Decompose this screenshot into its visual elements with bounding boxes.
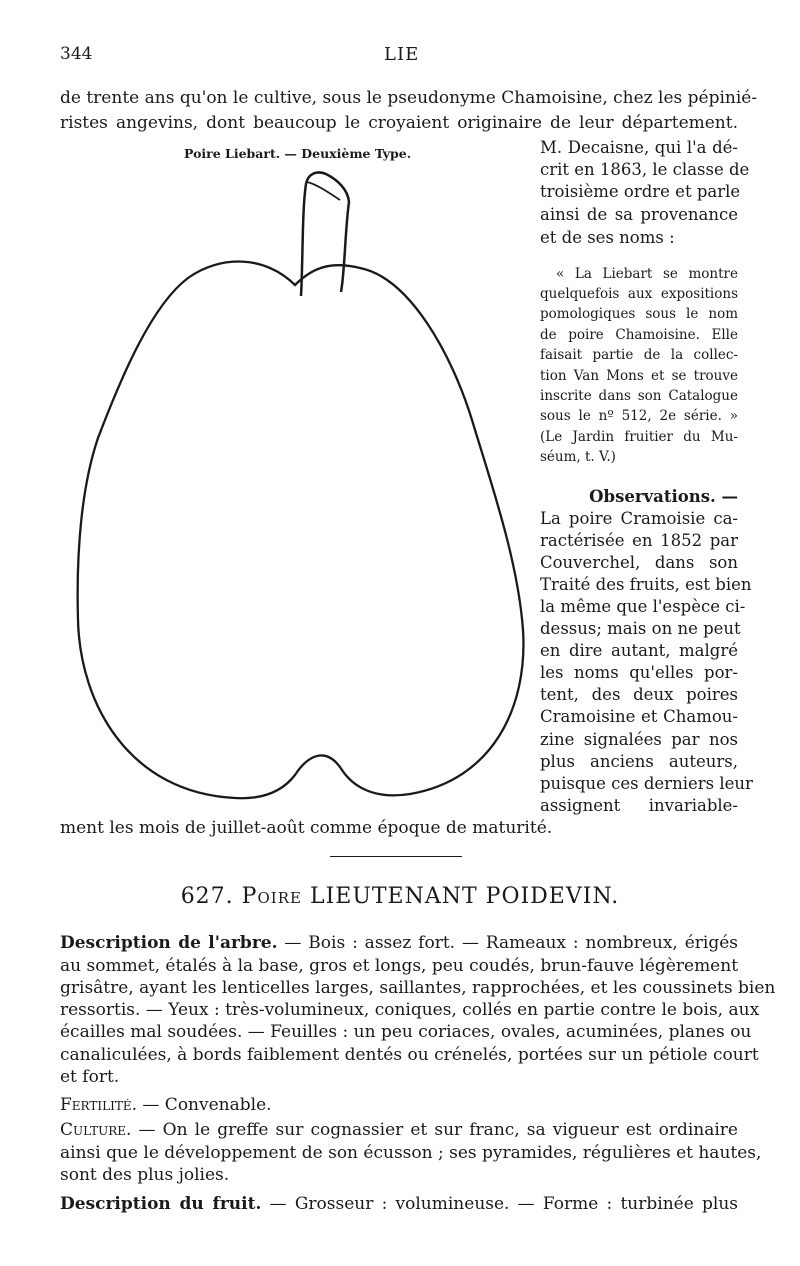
quote-line-7: inscrite dans son Catalogue [540,388,738,404]
observations-line-2: ractérisée en 1852 par [540,531,738,550]
fruit-heading: Description du fruit. [60,1194,262,1214]
fertilite-text: — Convenable. [137,1095,272,1115]
section-number: 627. [180,884,234,909]
culture-line-1 [60,1119,738,1141]
observations-line-4: Traité des fruits, est bien [540,575,752,594]
quote-line-3: pomologiques sous le nom [540,306,738,322]
arbre-line-6: canaliculées, à bords faiblement dentés ou crénelés, portées sur un pétiole court [60,1045,759,1065]
observations-line-7: en dire autant, malgré [540,641,738,660]
arbre-line-3: grisâtre, ayant les lenticelles larges, saillantes, rapprochées, et les coussinets bien [60,978,776,998]
section-prefix: Poire [241,884,302,909]
column-line-4: ainsi de sa provenance [540,205,738,224]
quote-line-6: tion Van Mons et se trouve [540,368,738,384]
fertilite-label: Fertilité. [60,1095,137,1115]
column-line-1: M. Decaisne, qui l'a dé- [540,138,738,157]
pear-outline [78,262,524,799]
column-line-5: et de ses noms : [540,228,675,247]
arbre-line-7: et fort. [60,1067,120,1087]
culture-line-3: sont des plus jolies. [60,1165,230,1185]
quote-line-8: sous le nº 512, 2e série. » [540,408,738,424]
quote-line-10: séum, t. V.) [540,449,616,465]
quote-line-4: de poire Chamoisine. Elle [540,327,738,343]
arbre-heading: Description de l'arbre. [60,933,278,953]
running-title: LIE [384,44,420,65]
observations-heading: Observations. — [589,487,738,506]
observations-line-13: puisque ces derniers leur [540,774,753,793]
culture-line-1-text: — On le greffe sur cognassier et sur franc, sa vigueur est ordinaire [131,1120,738,1140]
observations-line-10: Cramoisine et Chamou- [540,707,738,726]
observations-line-11: zine signalées par nos [540,730,738,749]
pear-stem-tip [307,182,340,200]
fruit-line-1-text: — Grosseur : volumineuse. — Forme : turbinée plus [261,1194,738,1214]
arbre-line-1 [60,932,738,954]
observations-line-8: les noms qu'elles por- [540,663,738,682]
quote-line-2: quelquefois aux expositions [540,286,738,302]
observations-line-14: assignent invariable- [540,796,738,815]
fruit-line-1 [60,1193,738,1215]
arbre-line-4: ressortis. — Yeux : très-volumineux, coniques, collés en partie contre le bois, aux [60,1000,760,1020]
pear-illustration [60,160,530,810]
observations-line-6: dessus; mais on ne peut [540,619,741,638]
section-name: LIEUTENANT POIDEVIN. [309,884,620,909]
intro-line-1: de trente ans qu'on le cultive, sous le pseudonyme Chamoisine, chez les pépinié- [60,88,758,108]
quote-line-5: faisait partie de la collec- [540,347,738,363]
arbre-line-2: au sommet, étalés à la base, gros et longs, peu coudés, brun-fauve légèrement [60,956,739,976]
column-line-2: crit en 1863, le classe de [540,160,750,179]
quote-line-1: « La Liebart se montre [556,266,738,282]
observations-final-line: ment les mois de juillet-août comme époque de maturité. [60,818,553,838]
column-line-3: troisième ordre et parle [540,182,741,201]
figure-caption: Poire Liebart. — Deuxième Type. [184,146,412,161]
observations-line-5: la même que l'espèce ci- [540,597,746,616]
page-number: 344 [60,44,93,64]
section-title [0,884,800,909]
observations-line-3: Couverchel, dans son [540,553,738,572]
intro-line-2: ristes angevins, dont beaucoup le croyaient originaire de leur département. [60,113,738,133]
arbre-line-5: écailles mal soudées. — Feuilles : un peu coriaces, ovales, acuminées, planes ou [60,1022,752,1042]
culture-label: Culture. [60,1120,132,1140]
fertilite-line [60,1094,738,1116]
section-rule [330,856,462,857]
observations-line-12: plus anciens auteurs, [540,752,738,771]
culture-line-2: ainsi que le développement de son écusson ; ses pyramides, régulières et hautes, [60,1143,762,1163]
observations-line-9: tent, des deux poires [540,685,738,704]
quote-line-9: (Le Jardin fruitier du Mu- [540,429,738,445]
arbre-line-1-text: — Bois : assez fort. — Rameaux : nombreux, érigés [277,933,738,953]
observations-line-1: La poire Cramoisie ca- [540,509,738,528]
